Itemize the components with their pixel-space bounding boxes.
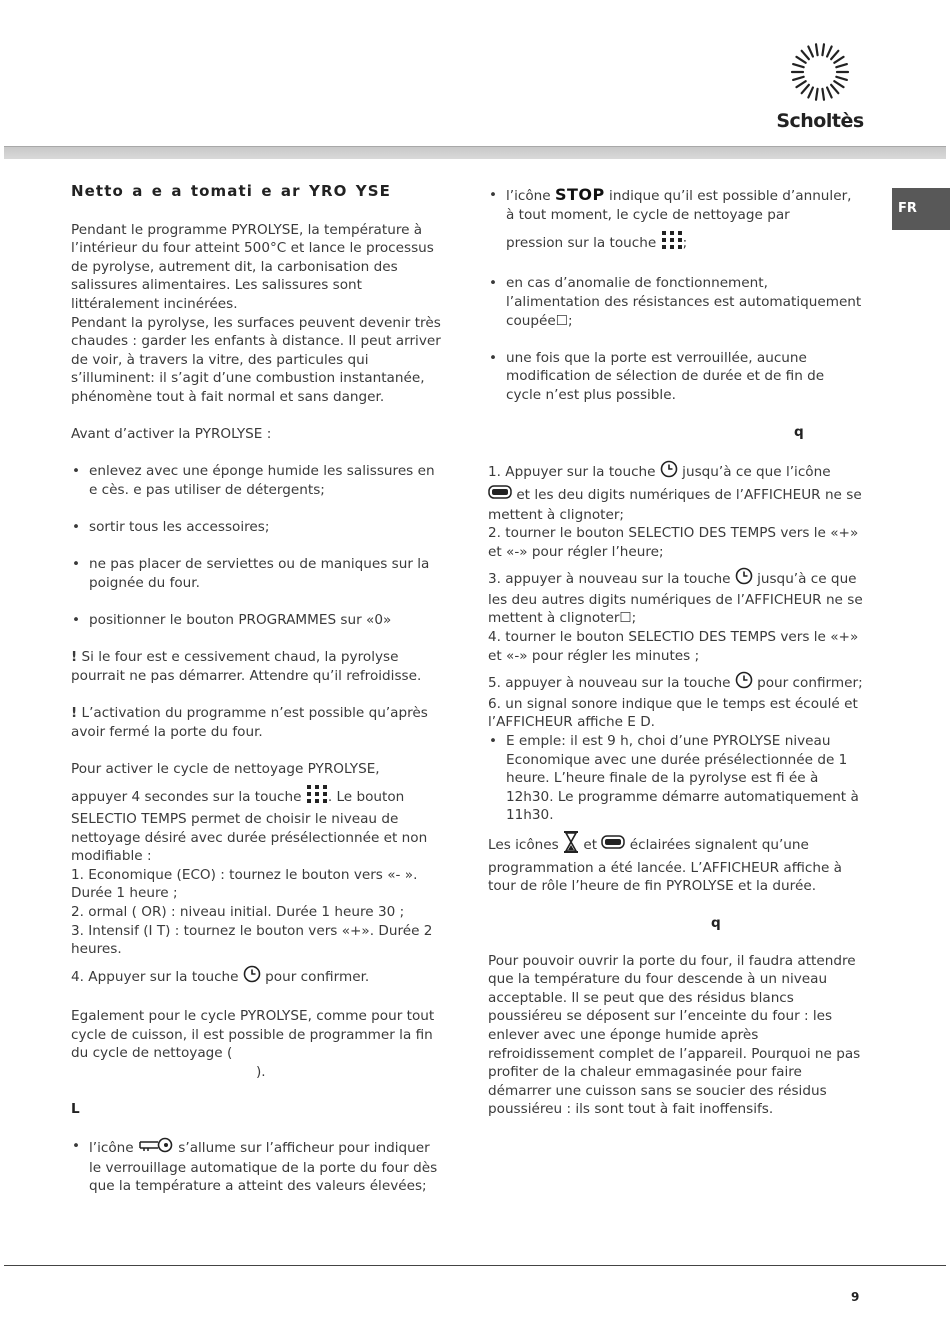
paragraph: appuyer 4 secondes sur la touche . Le bouton SELECTIO TEMPS permet de choisir le niveau de nettoyage désiré avec durée présélectionnée et non modifiable :	[71, 784, 446, 865]
subsection-heading: q	[711, 915, 721, 932]
paragraph: Pendant la pyrolyse, les surfaces peuvent devenir très chaudes : garder les enfants à distance. Il peut arriver de voir, à travers la vitre, des particules qui s’illuminent: il s’agit d’une combustion instantanée, phénomène tout à fait normal et sans danger.	[71, 314, 441, 405]
paragraph: Pour pouvoir ouvrir la porte du four, il faudra attendre que la température du four descende à un niveau acceptable. Il se peut que des résidus blancs poussiéreu se déposent sur l’enceinte du four : les enlever avec une éponge humide après refroidissement complet de l’appareil. Pourquoi ne pas profiter de la chaleur emmagasinée pour faire démarrer une cuisson sans se soucier des résidus poussiéreu : ils sont tout à fait inoffensifs.	[488, 952, 861, 1118]
header-rule	[4, 146, 946, 159]
page-number: 9	[851, 1290, 860, 1304]
step: 1. Appuyer sur la touche jusqu’à ce que l’icône	[488, 460, 863, 484]
list-item: • une fois que la porte est verrouillée, aucune modification de sélection de durée et de fin de cycle n’est plus possible.	[488, 349, 863, 405]
paragraph: Egalement pour le cycle PYROLYSE, comme pour tout cycle de cuisson, il est possible de programmer la fin du cycle de nettoyage (	[71, 1007, 435, 1062]
sun-logo-icon	[788, 40, 852, 104]
list-item: • positionner le bouton PROGRAMMES sur «0»	[71, 611, 446, 630]
brand-logo	[775, 40, 865, 135]
section-title: Netto a e a tomati e ar YRO YSE	[71, 182, 391, 200]
list-item: • l’icône STOP indique qu’il est possible d’annuler, à tout moment, le cycle de nettoyage par pression sur la touche ;	[488, 186, 863, 256]
clock-icon	[243, 965, 261, 989]
brand-name: Scholtès	[776, 110, 864, 132]
step: 3. appuyer à nouveau sur la touche jusqu’à ce que les deu autres digits numériques de l’AFFICHEUR ne se mettent à clignoter☐;	[488, 567, 863, 628]
list-line: 4. Appuyer sur la touche pour confirmer.	[71, 965, 446, 989]
list-item: • enlevez avec une éponge humide les salissures en e cès. e pas utiliser de détergents;	[71, 462, 446, 499]
footer-rule	[4, 1265, 946, 1266]
subsection-heading: L	[71, 1100, 80, 1117]
clock-icon	[735, 671, 753, 695]
list-line: 1. Economique (ECO) : tournez le bouton vers «- ». Durée 1 heure ;	[71, 866, 418, 902]
list-line: 3. Intensif (I T) : tournez le bouton vers «+». Durée 2 heures.	[71, 922, 433, 958]
list-item: • en cas d’anomalie de fonctionnement, l’alimentation des résistances est automatiquement coupée☐;	[488, 274, 863, 330]
list-item: • l’icône s’allume sur l’afficheur pour indiquer le verrouillage automatique de la porte du four dès que la température a atteint des valeurs élevées;	[71, 1137, 446, 1196]
keypad-icon	[661, 230, 683, 256]
list-item: • ne pas placer de serviettes ou de maniques sur la poignée du four.	[71, 555, 446, 592]
example: • E emple: il est 9 h, choi d’une PYROLYSE niveau Economique avec une durée présélectionnée de 1 heure. L’heure finale de la pyrolyse est fi ée à 12h30. Le programme démarre automatiquement à 11h30.	[488, 732, 863, 825]
paragraph: Les icônes et éclairées signalent qu’une programmation a été lancée. L’AFFICHEUR affiche à tour de rôle l’heure de fin PYROLYSE et la durée.	[488, 831, 863, 896]
warning-note: ! Si le four est e cessivement chaud, la pyrolyse pourrait ne pas démarrer. Attendre qu’il refroidisse.	[71, 649, 422, 684]
paragraph: Avant d’activer la PYROLYSE :	[71, 426, 272, 443]
clock-icon	[660, 460, 678, 484]
end-icon	[601, 834, 625, 856]
language-tab: FR	[892, 188, 950, 230]
right-column	[488, 186, 863, 1119]
warning-note: ! L’activation du programme n’est possible qu’après avoir fermé la porte du four.	[71, 705, 428, 740]
step: 5. appuyer à nouveau sur la touche pour confirmer;	[488, 671, 863, 695]
paragraph: Pendant le programme PYROLYSE, la température à l’intérieur du four atteint 500°C et lance le processus de pyrolyse, autrement dit, la carbonisation des salissures alimentaires. Les salissures sont littéralement incinérées.	[71, 221, 434, 312]
step: 4. tourner le bouton SELECTIO DES TEMPS vers le «+» et «-» pour régler les minutes ;	[488, 629, 859, 664]
key-icon	[138, 1137, 174, 1159]
step: 6. un signal sonore indique que le temps est écoulé et l’AFFICHEUR affiche E D.	[488, 695, 858, 731]
warning-mark: !	[71, 705, 78, 722]
list-line: 2. ormal ( OR) : niveau initial. Durée 1 heure 30 ;	[71, 903, 405, 920]
list-item: • sortir tous les accessoires;	[71, 518, 446, 537]
left-column	[71, 182, 446, 1196]
stop-icon: STOP	[554, 185, 605, 204]
warning-mark: !	[71, 649, 78, 666]
paragraph-end: ).	[256, 1063, 266, 1080]
hourglass-icon	[563, 831, 579, 859]
paragraph: Pour activer le cycle de nettoyage PYROLYSE,	[71, 760, 380, 777]
step: et les deu digits numériques de l’AFFICHEUR ne se mettent à clignoter;	[488, 484, 863, 524]
end-icon	[488, 484, 512, 506]
clock-icon	[735, 567, 753, 591]
step: 2. tourner le bouton SELECTIO DES TEMPS vers le «+» et «-» pour régler l’heure;	[488, 525, 859, 560]
keypad-icon	[306, 784, 328, 810]
subsection-heading: q	[794, 424, 804, 441]
